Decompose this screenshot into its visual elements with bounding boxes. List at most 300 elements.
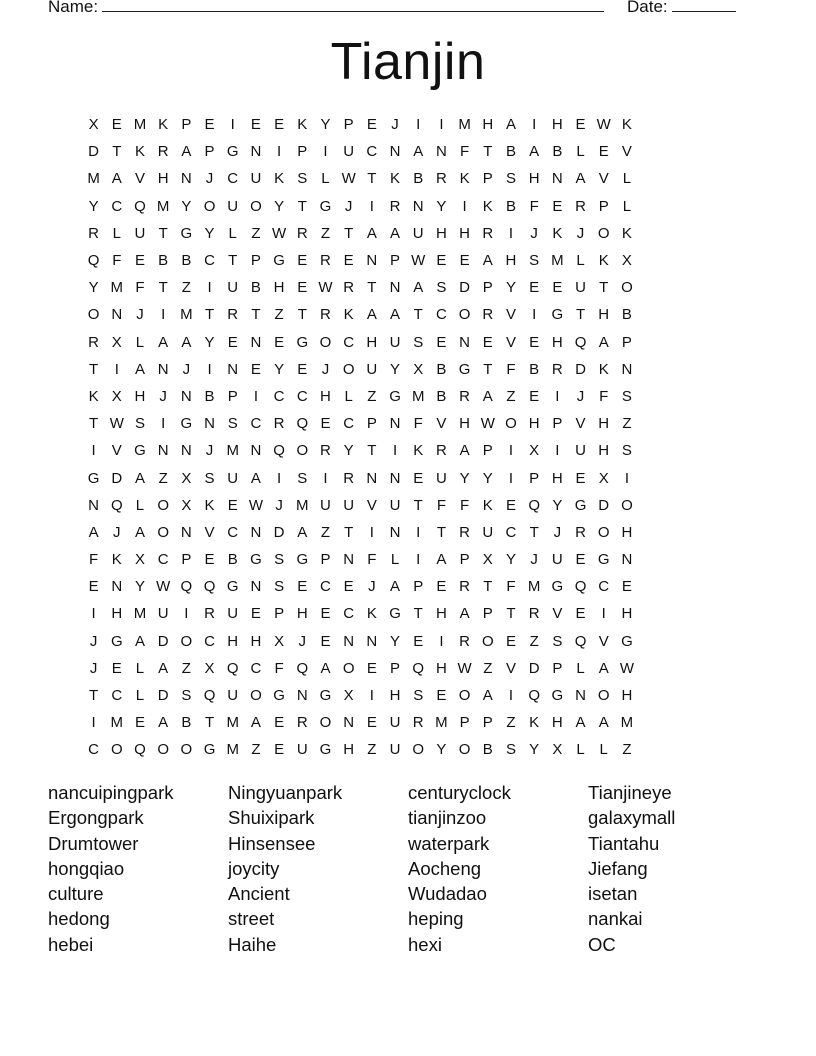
grid-letter[interactable]: Q — [134, 197, 146, 215]
grid-letter[interactable]: G — [551, 687, 564, 705]
grid-letter[interactable]: L — [344, 387, 353, 405]
grid-letter[interactable]: H — [343, 741, 355, 759]
grid-letter[interactable]: O — [180, 632, 193, 650]
grid-letter[interactable]: K — [88, 387, 99, 405]
grid-letter[interactable]: S — [552, 632, 563, 650]
grid-letter[interactable]: E — [459, 252, 470, 270]
grid-letter[interactable]: B — [436, 387, 447, 405]
grid-letter[interactable]: V — [505, 659, 516, 677]
grid-letter[interactable]: E — [320, 632, 331, 650]
grid-letter[interactable]: Y — [529, 741, 540, 759]
grid-letter[interactable]: K — [459, 170, 470, 188]
grid-letter[interactable]: N — [204, 415, 215, 433]
grid-letter[interactable]: E — [366, 116, 377, 134]
grid-letter[interactable]: N — [180, 170, 192, 188]
grid-letter[interactable]: Y — [181, 197, 192, 215]
grid-letter[interactable]: A — [366, 224, 377, 242]
grid-letter[interactable]: M — [110, 714, 124, 732]
grid-letter[interactable]: T — [367, 442, 377, 460]
grid-letter[interactable]: T — [204, 714, 215, 732]
grid-letter[interactable]: N — [111, 306, 123, 324]
grid-letter[interactable]: C — [111, 197, 123, 215]
grid-letter[interactable]: E — [505, 496, 516, 514]
grid-letter[interactable]: S — [621, 442, 632, 460]
grid-letter[interactable]: S — [505, 170, 516, 188]
grid-letter[interactable]: T — [297, 197, 307, 215]
grid-letter[interactable]: I — [508, 224, 514, 242]
grid-letter[interactable]: A — [482, 387, 493, 405]
grid-letter[interactable]: U — [389, 333, 401, 351]
grid-letter[interactable]: R — [575, 197, 586, 215]
grid-letter[interactable]: Q — [574, 578, 587, 596]
grid-letter[interactable]: E — [343, 252, 354, 270]
grid-letter[interactable]: E — [575, 116, 586, 134]
grid-letter[interactable]: U — [389, 741, 401, 759]
grid-letter[interactable]: E — [111, 116, 122, 134]
grid-letter[interactable]: R — [320, 306, 331, 324]
grid-letter[interactable]: X — [181, 469, 192, 487]
grid-letter[interactable]: L — [599, 741, 608, 759]
grid-letter[interactable]: T — [89, 687, 99, 705]
grid-letter[interactable]: N — [389, 469, 401, 487]
grid-letter[interactable]: U — [435, 469, 447, 487]
grid-letter[interactable]: D — [88, 143, 100, 161]
grid-letter[interactable]: I — [323, 469, 328, 487]
name-blank-line[interactable] — [102, 0, 604, 12]
grid-letter[interactable]: Y — [204, 224, 215, 242]
grid-letter[interactable]: P — [552, 415, 563, 433]
grid-letter[interactable]: R — [204, 605, 215, 623]
grid-letter[interactable]: Z — [367, 387, 377, 405]
grid-letter[interactable]: A — [158, 333, 169, 351]
grid-letter[interactable]: N — [621, 360, 633, 378]
grid-letter[interactable]: L — [576, 143, 585, 161]
grid-letter[interactable]: G — [110, 632, 123, 650]
grid-letter[interactable]: A — [297, 523, 308, 541]
grid-letter[interactable]: I — [207, 279, 212, 297]
grid-letter[interactable]: P — [529, 469, 540, 487]
grid-letter[interactable]: J — [530, 551, 538, 569]
grid-letter[interactable]: T — [89, 360, 99, 378]
grid-letter[interactable]: Y — [88, 197, 99, 215]
grid-letter[interactable]: G — [180, 415, 193, 433]
grid-letter[interactable]: M — [156, 197, 170, 215]
grid-letter[interactable]: Q — [203, 687, 216, 705]
grid-letter[interactable]: O — [250, 687, 262, 705]
grid-letter[interactable]: E — [575, 469, 586, 487]
grid-letter[interactable]: B — [204, 387, 215, 405]
grid-letter[interactable]: H — [598, 442, 610, 460]
grid-letter[interactable]: U — [227, 469, 239, 487]
grid-letter[interactable]: T — [251, 306, 261, 324]
grid-letter[interactable]: Q — [574, 333, 587, 351]
grid-letter[interactable]: W — [619, 659, 634, 677]
grid-letter[interactable]: R — [389, 197, 401, 215]
grid-letter[interactable]: L — [576, 252, 585, 270]
grid-letter[interactable]: P — [274, 605, 285, 623]
grid-letter[interactable]: P — [482, 442, 493, 460]
grid-letter[interactable]: R — [459, 387, 471, 405]
grid-letter[interactable]: C — [157, 551, 169, 569]
grid-letter[interactable]: O — [597, 523, 610, 541]
grid-letter[interactable]: X — [621, 252, 632, 270]
grid-letter[interactable]: M — [87, 170, 100, 188]
grid-letter[interactable]: X — [343, 687, 354, 705]
grid-letter[interactable]: S — [227, 415, 238, 433]
grid-letter[interactable]: A — [181, 333, 192, 351]
grid-letter[interactable]: U — [575, 279, 586, 297]
grid-letter[interactable]: I — [369, 687, 374, 705]
grid-letter[interactable]: R — [157, 143, 169, 161]
grid-letter[interactable]: V — [552, 605, 563, 623]
grid-letter[interactable]: Y — [320, 116, 331, 134]
grid-letter[interactable]: T — [436, 523, 446, 541]
grid-letter[interactable]: O — [157, 523, 169, 541]
grid-letter[interactable]: E — [227, 496, 238, 514]
grid-letter[interactable]: V — [505, 306, 516, 324]
grid-letter[interactable]: E — [413, 632, 424, 650]
grid-letter[interactable]: J — [159, 387, 167, 405]
grid-letter[interactable]: P — [181, 551, 192, 569]
grid-letter[interactable]: I — [91, 442, 96, 460]
grid-letter[interactable]: N — [459, 333, 471, 351]
grid-letter[interactable]: J — [275, 496, 283, 514]
grid-letter[interactable]: F — [436, 496, 446, 514]
grid-letter[interactable]: H — [551, 116, 563, 134]
grid-letter[interactable]: I — [277, 143, 282, 161]
grid-letter[interactable]: H — [389, 687, 401, 705]
grid-letter[interactable]: E — [134, 252, 145, 270]
grid-letter[interactable]: Z — [320, 224, 331, 242]
grid-letter[interactable]: F — [506, 360, 516, 378]
grid-letter[interactable]: N — [366, 252, 378, 270]
grid-letter[interactable]: G — [134, 442, 146, 460]
grid-letter[interactable]: X — [111, 387, 122, 405]
grid-letter[interactable]: I — [184, 605, 189, 623]
grid-letter[interactable]: S — [134, 415, 145, 433]
grid-letter[interactable]: U — [250, 170, 262, 188]
grid-letter[interactable]: O — [342, 659, 355, 677]
grid-letter[interactable]: R — [320, 442, 331, 460]
grid-letter[interactable]: O — [597, 224, 610, 242]
grid-letter[interactable]: J — [321, 360, 330, 378]
grid-letter[interactable]: J — [298, 632, 307, 650]
grid-letter[interactable]: D — [157, 632, 169, 650]
grid-letter[interactable]: J — [205, 442, 214, 460]
grid-letter[interactable]: R — [459, 523, 471, 541]
grid-letter[interactable]: Y — [390, 360, 401, 378]
grid-letter[interactable]: V — [575, 415, 586, 433]
grid-letter[interactable]: L — [622, 170, 632, 188]
grid-letter[interactable]: W — [457, 659, 472, 677]
grid-letter[interactable]: A — [366, 306, 377, 324]
grid-letter[interactable]: B — [552, 143, 563, 161]
grid-letter[interactable]: T — [413, 605, 423, 623]
grid-letter[interactable]: J — [530, 224, 538, 242]
grid-letter[interactable]: O — [458, 306, 471, 324]
grid-letter[interactable]: A — [529, 143, 540, 161]
grid-letter[interactable]: J — [89, 632, 98, 650]
grid-letter[interactable]: H — [621, 687, 633, 705]
grid-letter[interactable]: J — [576, 224, 585, 242]
grid-letter[interactable]: E — [250, 116, 261, 134]
grid-letter[interactable]: X — [529, 442, 540, 460]
grid-letter[interactable]: N — [343, 714, 355, 732]
grid-letter[interactable]: N — [575, 687, 586, 705]
grid-letter[interactable]: V — [621, 143, 632, 161]
grid-letter[interactable]: B — [505, 143, 516, 161]
grid-letter[interactable]: H — [459, 224, 471, 242]
grid-letter[interactable]: H — [435, 224, 447, 242]
grid-letter[interactable]: H — [598, 415, 610, 433]
grid-letter[interactable]: H — [157, 170, 169, 188]
grid-letter[interactable]: L — [390, 551, 400, 569]
grid-letter[interactable]: B — [181, 714, 192, 732]
grid-letter[interactable]: E — [436, 578, 447, 596]
grid-letter[interactable]: S — [297, 469, 308, 487]
grid-letter[interactable]: Y — [552, 496, 563, 514]
grid-letter[interactable]: S — [274, 578, 285, 596]
grid-letter[interactable]: A — [320, 659, 331, 677]
grid-letter[interactable]: Z — [181, 659, 191, 677]
grid-letter[interactable]: U — [366, 360, 378, 378]
grid-letter[interactable]: G — [319, 687, 332, 705]
grid-letter[interactable]: A — [134, 523, 145, 541]
grid-letter[interactable]: V — [134, 170, 145, 188]
grid-letter[interactable]: C — [343, 415, 355, 433]
grid-letter[interactable]: K — [529, 714, 540, 732]
grid-letter[interactable]: C — [250, 659, 262, 677]
grid-letter[interactable]: E — [552, 197, 563, 215]
grid-letter[interactable]: U — [412, 224, 424, 242]
grid-letter[interactable]: P — [598, 197, 609, 215]
grid-letter[interactable]: Q — [87, 252, 100, 270]
grid-letter[interactable]: I — [439, 116, 444, 134]
grid-letter[interactable]: L — [576, 741, 585, 759]
grid-letter[interactable]: S — [274, 551, 285, 569]
grid-letter[interactable]: L — [135, 496, 145, 514]
grid-letter[interactable]: R — [435, 442, 447, 460]
grid-letter[interactable]: E — [436, 333, 447, 351]
grid-letter[interactable]: R — [227, 306, 239, 324]
grid-letter[interactable]: Z — [181, 279, 191, 297]
grid-letter[interactable]: H — [621, 523, 633, 541]
grid-letter[interactable]: I — [369, 197, 374, 215]
grid-letter[interactable]: X — [134, 551, 145, 569]
grid-letter[interactable]: I — [114, 360, 119, 378]
grid-letter[interactable]: T — [344, 523, 354, 541]
grid-letter[interactable]: C — [505, 523, 517, 541]
grid-letter[interactable]: Q — [226, 659, 239, 677]
grid-letter[interactable]: I — [91, 714, 96, 732]
grid-letter[interactable]: T — [112, 143, 122, 161]
grid-letter[interactable]: E — [204, 551, 215, 569]
grid-letter[interactable]: H — [551, 333, 563, 351]
grid-letter[interactable]: X — [88, 116, 99, 134]
grid-letter[interactable]: E — [482, 333, 493, 351]
grid-letter[interactable]: U — [320, 496, 331, 514]
grid-letter[interactable]: I — [508, 687, 514, 705]
grid-letter[interactable]: B — [436, 360, 447, 378]
grid-letter[interactable]: S — [297, 170, 308, 188]
grid-letter[interactable]: N — [389, 523, 401, 541]
grid-letter[interactable]: R — [528, 605, 540, 623]
grid-letter[interactable]: L — [135, 659, 145, 677]
grid-letter[interactable]: J — [136, 306, 144, 324]
grid-letter[interactable]: N — [250, 143, 262, 161]
grid-letter[interactable]: H — [250, 632, 262, 650]
grid-letter[interactable]: T — [367, 279, 377, 297]
grid-letter[interactable]: N — [343, 632, 355, 650]
grid-letter[interactable]: N — [180, 387, 192, 405]
grid-letter[interactable]: J — [368, 578, 376, 596]
grid-letter[interactable]: A — [390, 224, 401, 242]
grid-letter[interactable]: F — [599, 387, 609, 405]
grid-letter[interactable]: T — [506, 605, 516, 623]
grid-letter[interactable]: G — [180, 224, 193, 242]
grid-letter[interactable]: N — [250, 442, 262, 460]
grid-letter[interactable]: O — [458, 687, 471, 705]
grid-letter[interactable]: C — [435, 306, 447, 324]
grid-letter[interactable]: M — [226, 741, 239, 759]
grid-letter[interactable]: I — [601, 605, 606, 623]
grid-letter[interactable]: I — [91, 605, 96, 623]
grid-letter[interactable]: B — [621, 306, 632, 324]
grid-letter[interactable]: B — [482, 741, 493, 759]
grid-letter[interactable]: R — [320, 252, 331, 270]
grid-letter[interactable]: N — [180, 442, 192, 460]
grid-letter[interactable]: O — [87, 306, 100, 324]
grid-letter[interactable]: N — [389, 279, 401, 297]
grid-letter[interactable]: L — [135, 333, 145, 351]
grid-letter[interactable]: F — [89, 551, 99, 569]
grid-letter[interactable]: G — [551, 306, 564, 324]
grid-letter[interactable]: P — [390, 659, 401, 677]
grid-letter[interactable]: Z — [158, 469, 168, 487]
grid-letter[interactable]: J — [182, 360, 191, 378]
grid-letter[interactable]: M — [180, 306, 193, 324]
grid-letter[interactable]: O — [342, 360, 355, 378]
grid-letter[interactable]: R — [459, 632, 471, 650]
grid-letter[interactable]: E — [134, 714, 145, 732]
grid-letter[interactable]: M — [226, 442, 239, 460]
grid-letter[interactable]: I — [555, 387, 560, 405]
grid-letter[interactable]: O — [621, 496, 633, 514]
grid-letter[interactable]: V — [598, 170, 609, 188]
grid-letter[interactable]: T — [483, 578, 493, 596]
grid-letter[interactable]: S — [413, 687, 424, 705]
grid-letter[interactable]: H — [134, 387, 146, 405]
grid-letter[interactable]: F — [506, 578, 516, 596]
grid-letter[interactable]: N — [180, 523, 192, 541]
grid-letter[interactable]: E — [529, 333, 540, 351]
grid-letter[interactable]: G — [250, 551, 262, 569]
grid-letter[interactable]: U — [296, 741, 308, 759]
grid-letter[interactable]: I — [624, 469, 629, 487]
grid-letter[interactable]: T — [158, 279, 168, 297]
grid-letter[interactable]: L — [321, 170, 330, 188]
grid-letter[interactable]: W — [318, 279, 333, 297]
grid-letter[interactable]: D — [528, 659, 540, 677]
grid-letter[interactable]: P — [343, 116, 354, 134]
grid-letter[interactable]: X — [111, 333, 122, 351]
grid-letter[interactable]: E — [366, 659, 377, 677]
grid-letter[interactable]: U — [227, 605, 239, 623]
grid-letter[interactable]: H — [227, 632, 239, 650]
grid-letter[interactable]: N — [389, 415, 401, 433]
grid-letter[interactable]: C — [204, 252, 215, 270]
grid-letter[interactable]: K — [621, 224, 632, 242]
grid-letter[interactable]: X — [552, 741, 563, 759]
grid-letter[interactable]: O — [296, 442, 309, 460]
grid-letter[interactable]: Y — [390, 632, 401, 650]
grid-letter[interactable]: R — [88, 224, 100, 242]
grid-letter[interactable]: Y — [436, 741, 447, 759]
grid-letter[interactable]: M — [226, 714, 239, 732]
grid-letter[interactable]: Z — [506, 714, 516, 732]
grid-letter[interactable]: G — [203, 741, 216, 759]
grid-letter[interactable]: J — [391, 116, 399, 134]
grid-letter[interactable]: E — [227, 333, 238, 351]
grid-letter[interactable]: N — [435, 143, 447, 161]
grid-letter[interactable]: E — [297, 578, 308, 596]
grid-letter[interactable]: O — [597, 687, 610, 705]
grid-letter[interactable]: I — [392, 442, 398, 460]
grid-letter[interactable]: V — [598, 632, 609, 650]
grid-letter[interactable]: E — [621, 578, 632, 596]
grid-letter[interactable]: A — [598, 714, 609, 732]
grid-letter[interactable]: E — [250, 360, 261, 378]
grid-letter[interactable]: W — [596, 116, 611, 134]
grid-letter[interactable]: N — [250, 333, 262, 351]
grid-letter[interactable]: J — [113, 523, 121, 541]
grid-letter[interactable]: B — [529, 360, 540, 378]
grid-letter[interactable]: A — [134, 632, 145, 650]
grid-letter[interactable]: Q — [110, 496, 123, 514]
grid-letter[interactable]: T — [228, 252, 238, 270]
grid-letter[interactable]: U — [482, 523, 494, 541]
grid-letter[interactable]: E — [575, 551, 586, 569]
grid-letter[interactable]: H — [296, 605, 308, 623]
grid-letter[interactable]: P — [297, 143, 308, 161]
grid-letter[interactable]: F — [460, 143, 470, 161]
grid-letter[interactable]: I — [161, 415, 166, 433]
grid-letter[interactable]: D — [598, 496, 610, 514]
grid-letter[interactable]: W — [156, 578, 171, 596]
grid-letter[interactable]: A — [250, 469, 261, 487]
grid-letter[interactable]: Z — [274, 306, 284, 324]
grid-letter[interactable]: A — [482, 687, 493, 705]
grid-letter[interactable]: H — [435, 659, 447, 677]
grid-letter[interactable]: H — [482, 116, 494, 134]
grid-letter[interactable]: I — [462, 197, 467, 215]
grid-letter[interactable]: H — [528, 170, 540, 188]
grid-letter[interactable]: T — [483, 143, 493, 161]
grid-letter[interactable]: F — [413, 415, 423, 433]
grid-letter[interactable]: N — [157, 360, 169, 378]
grid-letter[interactable]: E — [343, 578, 354, 596]
grid-letter[interactable]: O — [412, 741, 425, 759]
grid-letter[interactable]: C — [343, 333, 355, 351]
grid-letter[interactable]: X — [482, 551, 493, 569]
grid-letter[interactable]: P — [459, 551, 470, 569]
grid-letter[interactable]: N — [412, 197, 424, 215]
grid-letter[interactable]: E — [413, 469, 424, 487]
grid-letter[interactable]: H — [551, 714, 563, 732]
grid-letter[interactable]: G — [551, 578, 564, 596]
grid-letter[interactable]: Z — [529, 632, 539, 650]
grid-letter[interactable]: P — [482, 279, 493, 297]
